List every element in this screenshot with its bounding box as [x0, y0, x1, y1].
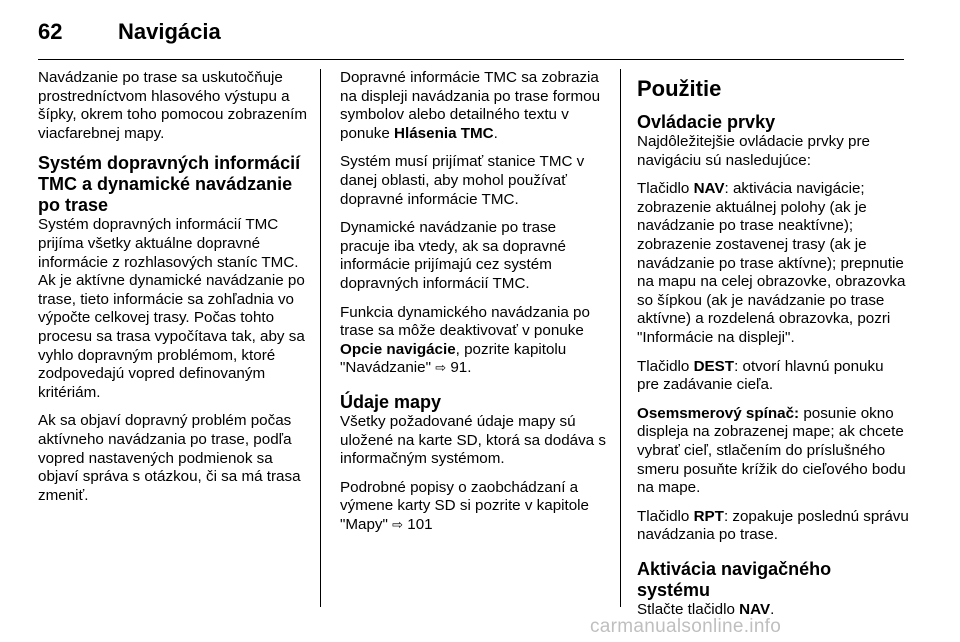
text-span: Podrobné popisy o zaobchádzaní a výmene karty SD si pozrite v kapitole "Mapy" [340, 478, 589, 533]
heading-tmc: Systém dopravných informácií TMC a dynamické navádzanie po trase [38, 153, 301, 216]
menu-name-opcie-navigacie: Opcie navigácie [340, 340, 456, 358]
column-divider [320, 69, 321, 607]
button-name-nav: NAV [693, 180, 725, 198]
traffic-problem-paragraph: Ak sa objaví dopravný problém počas aktívneho navádzania po trase, podľa vopred nastavených podmienok sa objaví správa s otázkou, či sa má trasa zmeniť. [38, 412, 301, 504]
deactivate-paragraph [340, 304, 610, 378]
button-name-dest: DEST [693, 357, 735, 375]
text-span: posunie okno displeja na zobrazenej mape; ak chcete vybrať cieľ, stlačením do príslušného smeru posuňte krížik do cieľového bodu na mape. [637, 404, 906, 497]
button-name-nav: NAV [739, 600, 771, 618]
text-span: . [770, 600, 775, 618]
text-span: Dopravné informácie TMC sa zobrazia na displeji navádzania po trase formou symbolov alebo detailného textu v ponuke [340, 69, 601, 142]
column-divider [620, 69, 621, 607]
controls-intro-paragraph: Najdôležitejšie ovládacie prvky pre navigáciu sú nasledujúce: [637, 133, 870, 169]
page-reference-arrow-icon: ⇨ [392, 516, 404, 532]
nav-button-paragraph [637, 180, 909, 347]
page-reference: 91. [450, 359, 472, 377]
column-left [38, 69, 310, 515]
text-span: Tlačidlo [637, 357, 694, 375]
text-span: . [493, 124, 498, 142]
column-middle [340, 69, 610, 544]
text-span: : zopakuje poslednú správu navádzania po trase. [637, 507, 909, 544]
watermark: carmanualsonline.info [590, 616, 782, 637]
tmc-reception-paragraph: Systém musí prijímať stanice TMC v danej oblasti, aby mohol používať dopravné informácie TMC. [340, 153, 585, 208]
page-number: 62 [38, 19, 63, 44]
map-data-paragraph: Všetky požadované údaje mapy sú uložené na karte SD, ktorá sa dodáva s informačným systémom. [340, 412, 606, 468]
text-span: : aktivácia navigácie; zobrazenie aktuálnej polohy (ak je navádzanie po trase neaktívne); zobrazenie zostavenej trasy (ak je navádzanie po trase aktívne); prepnutie na mapu na celej obrazovke, obrazovka so šípkou (ak je navádzanie po trase aktívne) a rozdelená obrazovka, pozri "Informácie na displeji". [637, 180, 906, 346]
column-right [637, 69, 909, 629]
control-name-eight-way-switch: Osemsmerový spínač: [637, 404, 800, 422]
dest-button-paragraph [637, 358, 909, 395]
text-span: Stlačte tlačidlo [637, 600, 740, 618]
sd-card-paragraph [340, 479, 610, 535]
menu-name-hlasenia-tmc: Hlásenia TMC [394, 124, 494, 142]
text-span: : otvorí hlavnú ponuku pre zadávanie cieľa. [637, 357, 884, 394]
tmc-display-paragraph [340, 69, 610, 143]
text-span: , pozrite kapitolu "Navádzanie" [340, 340, 567, 377]
text-span: Funkcia dynamického navádzania po trase sa môže deaktivovať v ponuke [340, 303, 590, 340]
rpt-button-paragraph [637, 508, 909, 545]
heading-usage: Použitie [637, 76, 722, 101]
heading-map-data: Údaje mapy [340, 391, 442, 412]
eight-way-switch-paragraph [637, 405, 909, 498]
page-reference: 101 [407, 515, 433, 533]
dynamic-guidance-paragraph: Dynamické navádzanie po trase pracuje iba vtedy, ak sa dopravné informácie prijímajú cez systém dopravných informácií TMC. [340, 219, 566, 292]
text-span: Tlačidlo [637, 507, 694, 525]
heading-activate-navigation: Aktivácia navigačného systému [637, 558, 832, 600]
text-span: Tlačidlo [637, 180, 694, 198]
header-rule [38, 59, 904, 60]
tmc-paragraph: Systém dopravných informácií TMC prijíma všetky aktuálne dopravné informácie z rozhlasových staníc TMC. Ak je aktívne dynamické navádzanie po trase, tieto informácie sa zohľadnia vo výpočte celkovej trasy. Počas tohto procesu sa trasa vypočítava tak, aby sa vyhlo dopravným problémom, ktoré zodpovedajú vopred definovaným kritériám. [38, 216, 305, 401]
chapter-title: Navigácia [118, 19, 221, 44]
button-name-rpt: RPT [693, 507, 724, 525]
intro-paragraph: Navádzanie po trase sa uskutočňuje prostredníctvom hlasového výstupu a šípky, okrem toho pomocou zobrazením viacfarebnej mapy. [38, 69, 307, 142]
heading-controls: Ovládacie prvky [637, 112, 776, 132]
page-reference-arrow-icon: ⇨ [435, 360, 447, 376]
